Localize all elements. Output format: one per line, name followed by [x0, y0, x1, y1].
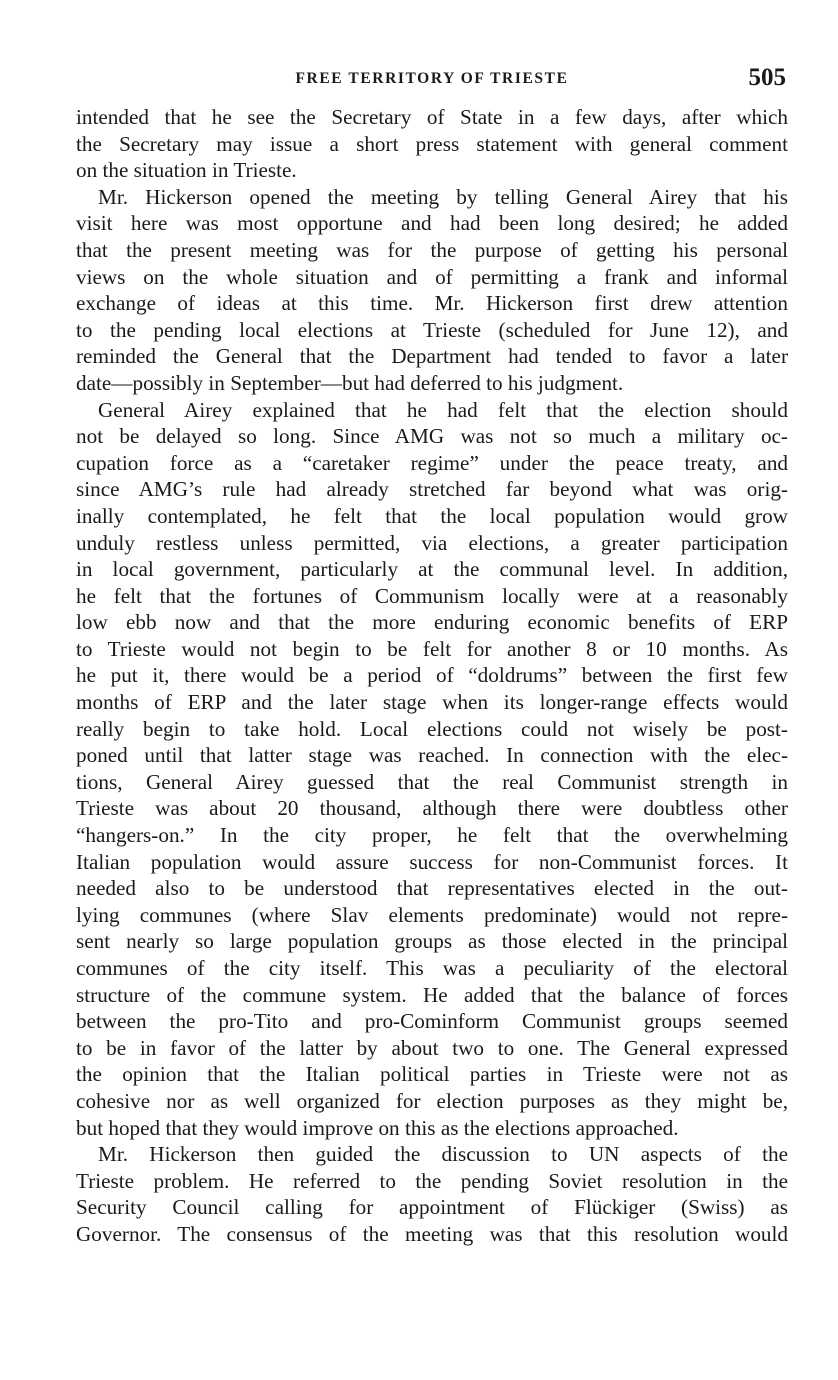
text-line: Governor. The consensus of the meeting was that this resolution would	[76, 1221, 788, 1246]
text-line: Mr. Hickerson then guided the discussion to UN aspects of the	[98, 1142, 788, 1167]
text-line: sent nearly so large population groups as those elected in the principal	[76, 929, 788, 954]
text-line: to be in favor of the latter by about two to one. The General expressed	[76, 1035, 788, 1060]
text-line: not be delayed so long. Since AMG was not so much a military oc-	[76, 424, 788, 449]
text-line: the opinion that the Italian political parties in Trieste were not as	[76, 1062, 788, 1087]
text-line: needed also to be understood that representatives elected in the out-	[76, 876, 788, 901]
text-line: that the present meeting was for the purpose of getting his personal	[76, 237, 788, 262]
body-text	[76, 104, 788, 1248]
text-line: reminded the General that the Department had tended to favor a later	[76, 344, 788, 369]
text-line: cupation force as a “caretaker regime” under the peace treaty, and	[76, 450, 788, 475]
text-line: date—possibly in September—but had deferred to his judgment.	[76, 370, 624, 395]
text-line: to Trieste would not begin to be felt for another 8 or 10 months. As	[76, 636, 788, 661]
text-line: intended that he see the Secretary of State in a few days, after which	[76, 105, 788, 129]
text-line: exchange of ideas at this time. Mr. Hickerson first drew attention	[76, 291, 788, 316]
text-line: inally contemplated, he felt that the local population would grow	[76, 503, 788, 528]
text-line: Italian population would assure success for non-Communist forces. It	[76, 849, 788, 874]
text-line: visit here was most opportune and had been long desired; he added	[76, 211, 788, 236]
text-line: lying communes (where Slav elements predominate) would not repre-	[76, 902, 788, 927]
text-line: months of ERP and the later stage when its longer-range effects would	[76, 690, 788, 715]
text-line: Trieste was about 20 thousand, although there were doubtless other	[76, 796, 788, 821]
text-line: he put it, there would be a period of “doldrums” between the first few	[76, 663, 788, 688]
text-line: but hoped that they would improve on this as the elections approached.	[76, 1115, 679, 1140]
running-title: FREE TERRITORY OF TRIESTE	[295, 70, 569, 87]
text-line: Security Council calling for appointment of Flückiger (Swiss) as	[76, 1195, 788, 1220]
text-line: unduly restless unless permitted, via elections, a greater participation	[76, 530, 788, 555]
text-line: cohesive nor as well organized for election purposes as they might be,	[76, 1088, 788, 1113]
text-line: views on the whole situation and of permitting a frank and informal	[76, 264, 788, 289]
text-line: Trieste problem. He referred to the pending Soviet resolution in the	[76, 1168, 788, 1193]
page-number: 505	[748, 64, 786, 91]
text-line: in local government, particularly at the communal level. In addition,	[76, 557, 788, 582]
text-line: between the pro-Tito and pro-Cominform Communist groups seemed	[76, 1009, 788, 1034]
text-line: to the pending local elections at Trieste (scheduled for June 12), and	[76, 317, 788, 342]
text-line: Mr. Hickerson opened the meeting by telling General Airey that his	[98, 184, 788, 209]
text-line: he felt that the fortunes of Communism locally were at a reasonably	[76, 583, 788, 608]
text-line: on the situation in Trieste.	[76, 158, 297, 183]
text-line: really begin to take hold. Local elections could not wisely be post-	[76, 716, 788, 741]
running-head	[78, 64, 786, 98]
text-line: General Airey explained that he had felt that the election should	[98, 397, 788, 422]
text-line: since AMG’s rule had already stretched far beyond what was orig-	[76, 477, 788, 502]
text-line: structure of the commune system. He added that the balance of forces	[76, 982, 788, 1007]
text-line: communes of the city itself. This was a peculiarity of the electoral	[76, 956, 788, 980]
text-line: tions, General Airey guessed that the real Communist strength in	[76, 769, 788, 794]
text-line: low ebb now and that the more enduring economic benefits of ERP	[76, 610, 788, 635]
text-line: poned until that latter stage was reached. In connection with the elec-	[76, 743, 788, 768]
text-line: the Secretary may issue a short press statement with general comment	[76, 131, 788, 156]
text-line: “hangers-on.” In the city proper, he felt that the overwhelming	[76, 823, 788, 848]
